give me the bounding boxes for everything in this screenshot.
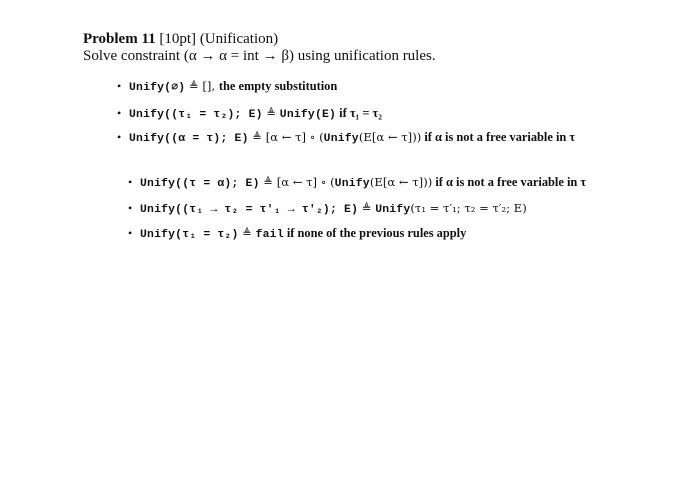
rule-item bbox=[117, 129, 575, 147]
rule-tail-code: fail bbox=[255, 229, 284, 241]
rule-definition: ≜ bbox=[358, 201, 376, 215]
bullet-icon: • bbox=[117, 106, 122, 120]
rule-definition: ≜ [α ← τ] ∘ ( bbox=[248, 130, 324, 144]
rule-tail-code: Unify(E) bbox=[279, 109, 337, 121]
rule-item bbox=[128, 174, 586, 192]
rule-definition: ≜ [], bbox=[185, 79, 219, 93]
rule-condition: the empty substitution bbox=[218, 79, 338, 93]
problem-topic: (Unification) bbox=[199, 31, 279, 47]
rule-definition: ≜ bbox=[262, 106, 280, 120]
problem-points: [10pt] bbox=[159, 31, 197, 47]
rule-definition: ≜ bbox=[238, 226, 256, 240]
rule-tail-math: (E[α ← τ])) bbox=[358, 130, 422, 144]
rule-condition: if α is not a free variable in τ bbox=[421, 130, 576, 144]
problem-statement: Solve constraint (α → α = int → β) using unification rules. bbox=[83, 48, 436, 64]
problem-heading bbox=[83, 30, 278, 48]
rule-condition: if none of the previous rules apply bbox=[283, 226, 467, 240]
rule-item bbox=[117, 78, 337, 96]
rule-head: Unify((α = τ); E) bbox=[129, 133, 249, 145]
rule-item bbox=[117, 105, 382, 123]
rule-head: Unify(τ₁ = τ₂) bbox=[140, 229, 239, 241]
problem-number: Problem 11 bbox=[83, 31, 156, 47]
rule-tail-math: (E[α ← τ])) bbox=[369, 175, 433, 189]
rule-tail-math: (τ₁ = τ′₁; τ₂ = τ′₂; E) bbox=[410, 201, 527, 215]
rule-head: Unify(∅) bbox=[129, 82, 186, 94]
rule-definition: ≜ [α ← τ] ∘ ( bbox=[259, 175, 335, 189]
bullet-icon: • bbox=[117, 130, 122, 144]
rule-head: Unify((τ₁ = τ₂); E) bbox=[129, 109, 263, 121]
rule-item bbox=[128, 225, 466, 243]
bullet-icon: • bbox=[128, 226, 133, 240]
bullet-icon: • bbox=[128, 201, 133, 215]
bullet-icon: • bbox=[128, 175, 133, 189]
rule-tail-code: Unify bbox=[375, 204, 411, 216]
rule-tail-code: Unify bbox=[334, 178, 370, 190]
rule-head: Unify((τ = α); E) bbox=[140, 178, 260, 190]
rule-condition: if α is not a free variable in τ bbox=[432, 175, 587, 189]
rule-tail-code: Unify bbox=[323, 133, 359, 145]
rule-head: Unify((τ₁ → τ₂ = τ′₁ → τ′₂); E) bbox=[140, 204, 359, 216]
rule-condition: if τ₁ = τ₂ bbox=[336, 106, 382, 120]
bullet-icon: • bbox=[117, 79, 122, 93]
rule-item bbox=[128, 200, 527, 218]
